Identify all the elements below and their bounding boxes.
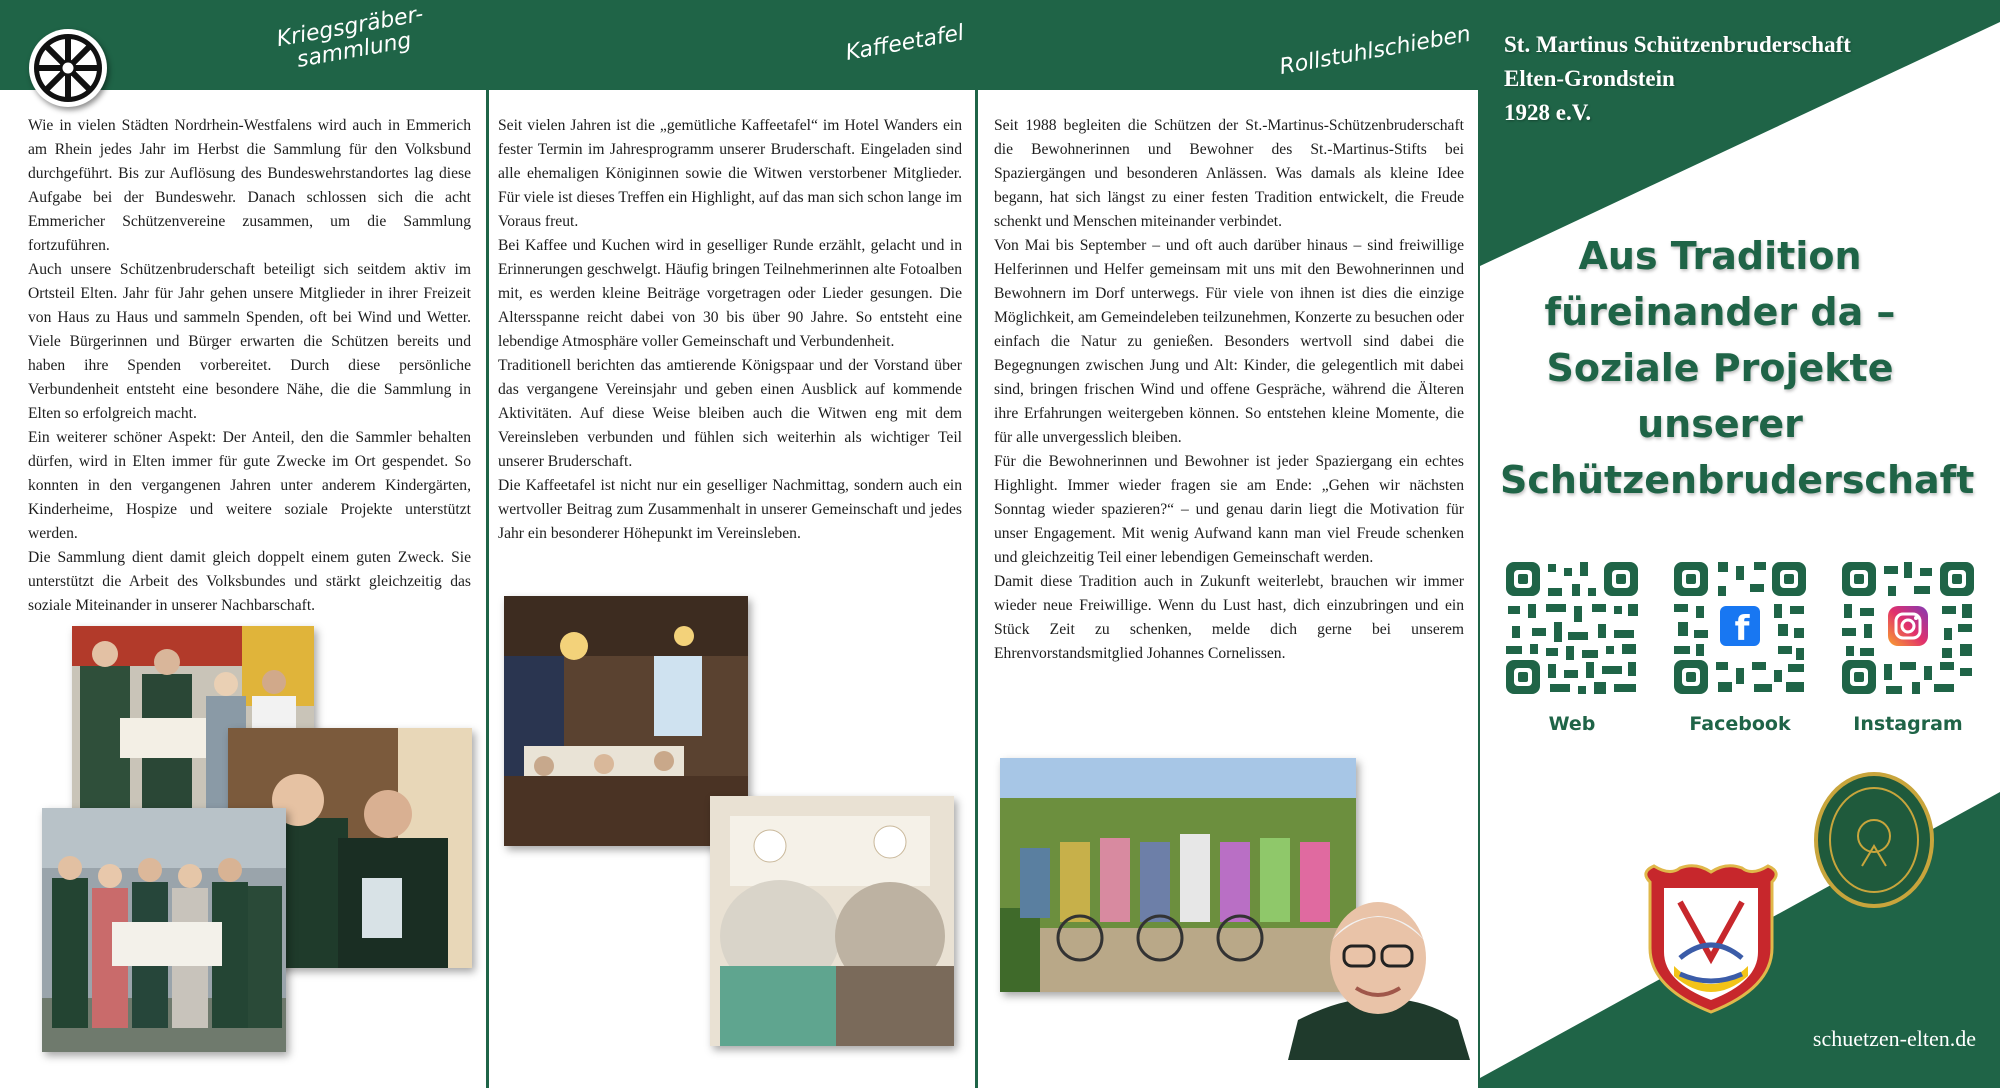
paragraph: Wie in vielen Städten Nordrhein-Westfalens wird auch in Emmerich am Rhein jedes Jahr im Herbst die Sammlung für den Volksbund durchgeführt. Bis zur Auflösung des Bundeswehrstandortes lag diese Aufgabe bei der Bundeswehr. Danach schlossen sich die acht Emmericher Schützenvereine zusammen, um die Sammlung fortzuführen. <box>28 117 471 254</box>
organization-name: St. Martinus Schützenbruderschaft Elten-Grondstein 1928 e.V. <box>1504 32 1851 125</box>
qr-code-icon <box>1670 558 1810 698</box>
column-text-rollstuhlschieben <box>994 114 1464 666</box>
qr-facebook[interactable] <box>1670 558 1810 735</box>
headline: Aus Tradition füreinander da – Soziale Projekte unserer Schützenbruderschaft <box>1500 234 1975 502</box>
paragraph: Damit diese Tradition auch in Zukunft weiterlebt, brauchen wir immer wieder neue Freiwillige. Wenn du Lust hast, dich einzubringen und ein Stück Zeit zu schenken, melde dich gerne bei unserem Ehrenvorstandsmitglied Johannes Cornelissen. <box>994 573 1464 662</box>
qr-label-instagram: Instagram <box>1853 713 1963 735</box>
paragraph: Traditionell berichten das amtierende Königspaar und der Vorstand über das vergangene Vereinsjahr und geben einen Ausblick auf kommende Aktivitäten. Auf diese Weise bleiben auch die Witwen eng mit dem Vereinsleben verbunden und fühlen sich weiterhin als wichtiger Teil unserer Bruderschaft. <box>498 357 962 470</box>
column-divider <box>486 90 489 1088</box>
paragraph: Seit vielen Jahren ist die „gemütliche Kaffeetafel“ im Hotel Wanders ein fester Termin im Jahresprogramm unserer Bruderschaft. Eingeladen sind alle ehemaligen Königinnen sowie die Witwen verstorbener Mitglieder. Für viele ist dieses Treffen ein Highlight, auf das man sich schon lange im Voraus freut. <box>498 117 962 230</box>
column-divider <box>975 90 978 1088</box>
paragraph: Die Sammlung dient damit gleich doppelt einem guten Zweck. Sie unterstützt die Arbeit des Volksbundes und stärkt gleichzeitig das soziale Miteinander in unserer Nachbarschaft. <box>28 549 471 614</box>
paragraph: Für die Bewohnerinnen und Bewohner ist jeder Spaziergang ein echtes Highlight. Immer wieder fragen sie am Ende: „Gehen wir nächsten Sonntag wieder spazieren?“ – und genau darin liegt die Motivation für unser Engagement. Mit wenig Aufwand kann man viel Freude schenken und gleichzeitig Teil einer lebendigen Gemeinschaft werden. <box>994 453 1464 566</box>
title-panel <box>1480 0 2000 1088</box>
column-text-kriegsgraeber <box>28 114 471 618</box>
qr-code-icon <box>1838 558 1978 698</box>
photo-johannes-cornelissen <box>1288 900 1470 1060</box>
qr-label-facebook: Facebook <box>1689 713 1791 735</box>
photo-group-donation <box>42 808 286 1052</box>
qr-code-icon <box>1502 558 1642 698</box>
photo-coffee-table <box>710 796 954 1046</box>
svg-text:f: f <box>1734 609 1750 649</box>
paragraph: Die Kaffeetafel ist nicht nur ein geselliger Nachmittag, sondern auch ein wertvoller Beitrag zum Zusammenhalt in unserer Gemeinschaft und jedes Jahr ein besonderer Höhepunkt im Vereinsleben. <box>498 477 962 542</box>
qr-instagram[interactable] <box>1838 558 1978 735</box>
paragraph: Von Mai bis September – und oft auch darüber hinaus – sind freiwillige Helferinnen und Helfer gemeinsam mit uns mit den Bewohnerinnen und Bewohnern im Dorf unterwegs. Für viele von ihnen ist dies die einzige Möglichkeit, am Gemeindeleben teilzunehmen, Konzerte zu besuchen oder einfach die Natur zu genießen. Besonders wertvoll sind dabei die Begegnungen zwischen Jung und Alt: Kinder, die gelegentlich mit dabei sind, bringen frischen Wind und offene Gespräche, während die Älteren ihre Erfahrungen weitergeben können. So entstehen kleine Momente, die für alle unvergesslich bleiben. <box>994 237 1464 446</box>
qr-label-web: Web <box>1548 713 1596 735</box>
column-title-rollstuhlschieben: Rollstuhlschieben <box>1277 21 1473 80</box>
paragraph: Auch unsere Schützenbruderschaft beteiligt sich seitdem aktiv im Ortsteil Elten. Jahr für Jahr gehen unsere Mitglieder in ihrer Freizeit von Haus zu Haus und sammeln Spenden, oft bei Wind und Wetter. Viele Bürgerinnen und Bürger erwarten die Schützen bereits und haben ihre Spenden vorbereitet. Durch diese persönliche Verbundenheit entsteht eine besondere Nähe, die die Sammlung in Elten so erfolgreich macht. <box>28 261 471 422</box>
club-logo <box>29 29 107 107</box>
qr-web[interactable] <box>1502 558 1642 735</box>
paragraph: Ein weiterer schöner Aspekt: Der Anteil, den die Sammler behalten dürfen, wird in Elten immer für gute Zwecke im Ort gespendet. So konnten in den vergangenen Jahren unter anderem Kindergärten, Kinderheime, Hospize und weitere soziale Projekte unterstützt werden. <box>28 429 471 542</box>
column-title-kaffeetafel: Kaffeetafel <box>843 20 966 66</box>
column-text-kaffeetafel <box>498 114 962 546</box>
paragraph: Bei Kaffee und Kuchen wird in geselliger Runde erzählt, gelacht und in Erinnerungen geschwelgt. Häufig bringen Teilnehmerinnen alte Fotoalben mit, es werden kleine Beiträge vorgetragen oder Lieder gesungen. Die Altersspanne reicht dabei von 30 bis über 90 Jahre. So entsteht eine lebendige Atmosphäre voller Gemeinschaft und Verbundenheit. <box>498 237 962 350</box>
column-title-kriegsgraeber: Kriegsgräber- sammlung <box>274 1 426 73</box>
website-url[interactable]: schuetzen-elten.de <box>1812 1026 1976 1051</box>
paragraph: Seit 1988 begleiten die Schützen der St.-Martinus-Schützenbruderschaft die Bewohnerinnen und Bewohner des St.-Martinus-Stifts bei Spaziergängen und besonderen Anlässen. Was damals als kleine Idee begann, hat sich längst zu einer festen Tradition entwickelt, die Freude schenkt und Menschen miteinander verbindet. <box>994 117 1464 230</box>
coat-of-arms-icon <box>1640 862 1782 1014</box>
header-band <box>0 0 1480 90</box>
brotherhood-medallion <box>1812 770 1936 910</box>
